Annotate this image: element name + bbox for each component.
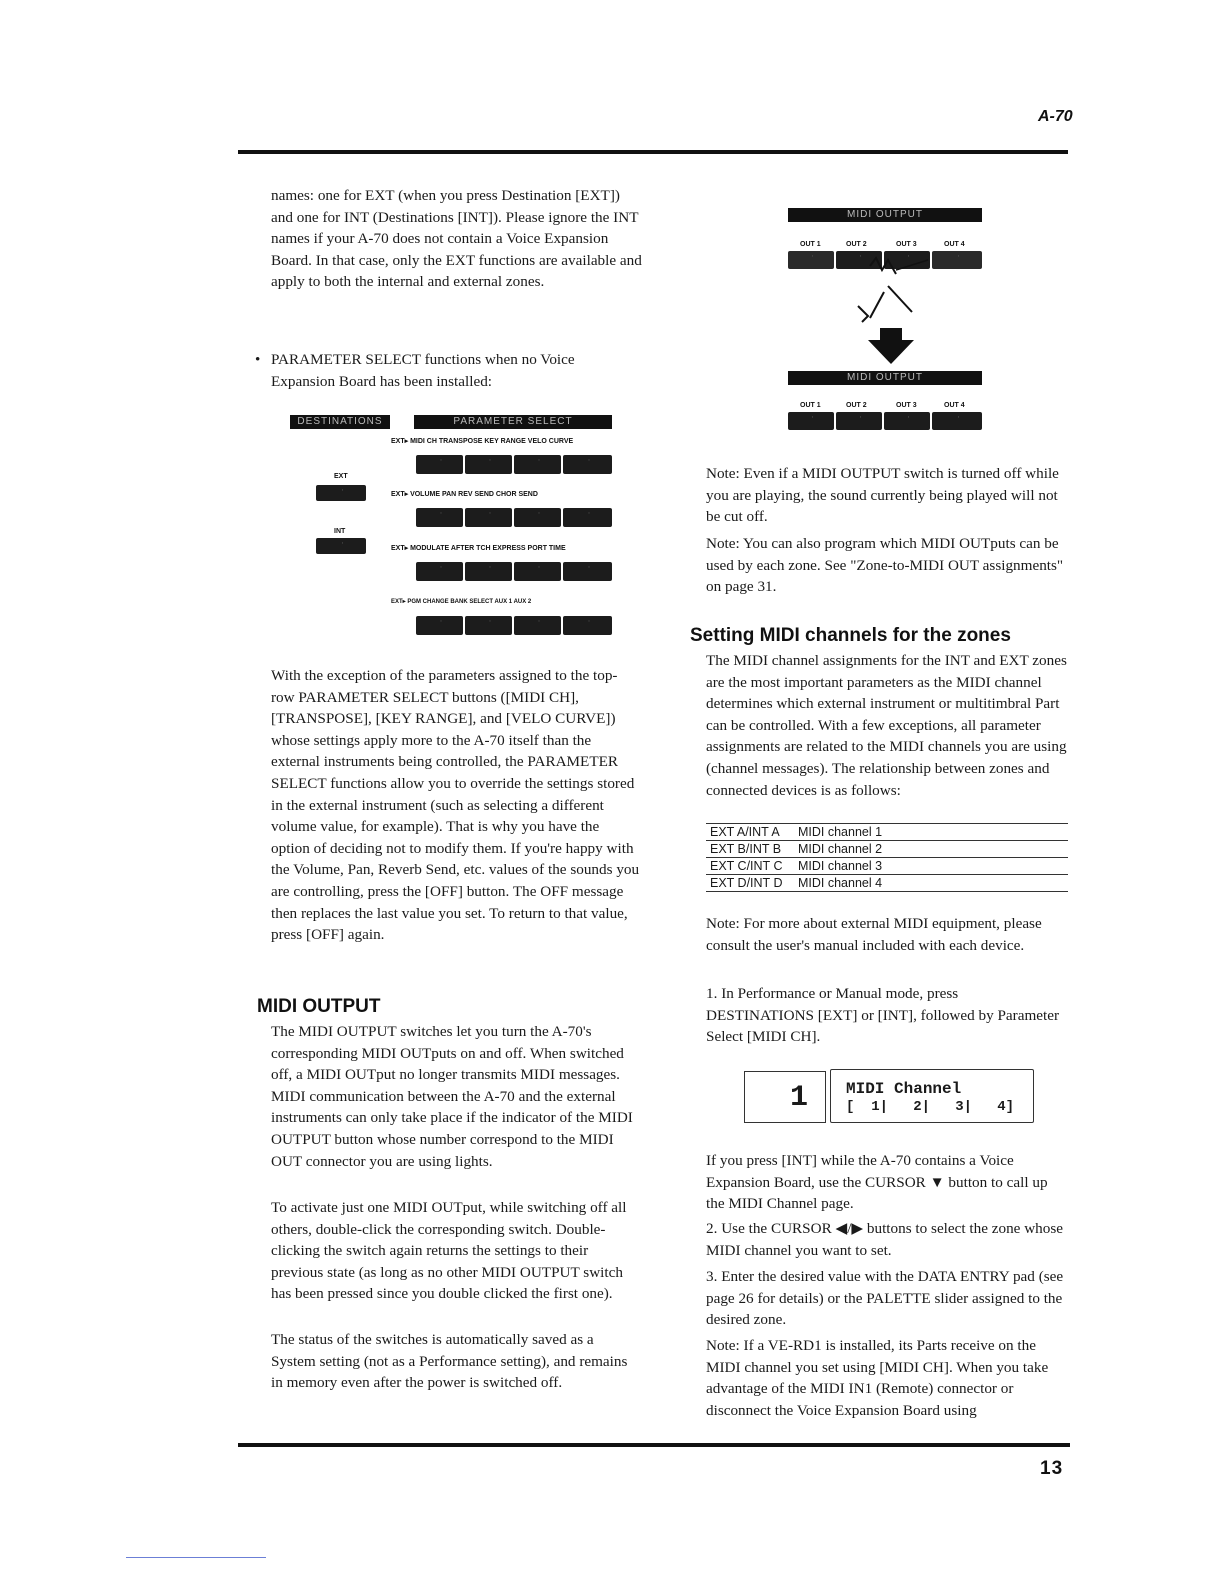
midi-output-title-bottom: MIDI OUTPUT (788, 371, 982, 385)
out1-label-top: OUT 1 (800, 241, 821, 248)
page-number: 13 (1040, 1458, 1064, 1479)
row4-label: EXT▸ PGM CHANGE BANK SELECT AUX 1 AUX 2 (391, 599, 532, 605)
pan-button[interactable] (465, 508, 512, 527)
step-1: 1. In Performance or Manual mode, press DESTINATIONS [EXT] or [INT], followed by Parameter Select [MIDI CH]. (706, 985, 1060, 1046)
key-range-button[interactable] (514, 455, 561, 474)
double-click-paragraph: To activate just one MIDI OUTput, while switching off all others, double-click the corresponding switch. Double-clicking the switch again returns the settings to their previous state (as long as no other MIDI OUTPUT switch has been pressed since you double clicked the first one). (271, 1199, 627, 1303)
intro-paragraph: names: one for EXT (when you press Destination [EXT]) and one for INT (Destinations [INT]). Please ignore the INT names if your A-70 does not contain a Voice Expansion Board. In that case, only the EXT functions are available and apply to both the internal and external zones. (271, 187, 642, 291)
transpose-button[interactable] (465, 455, 512, 474)
parameter-select-title: PARAMETER SELECT (414, 415, 612, 429)
out1-label-bottom: OUT 1 (800, 402, 821, 409)
lcd-line-1: MIDI Channel (846, 1080, 962, 1098)
out2-label-bottom: OUT 2 (846, 402, 867, 409)
note-external-equipment: Note: For more about external MIDI equipment, please consult the user's manual included with each device. (706, 915, 1042, 954)
express-button[interactable] (514, 562, 561, 581)
lcd-display (744, 1069, 1034, 1123)
page-header-model: A-70 (1038, 108, 1073, 125)
note-cut-off: Note: Even if a MIDI OUTPUT switch is turned off while you are playing, the sound currently being played will not be cut off. (706, 465, 1059, 526)
bank-select-button[interactable] (465, 616, 512, 635)
zone-cell: EXT A/INT A (706, 824, 794, 841)
int-cursor-paragraph: If you press [INT] while the A-70 contains a Voice Expansion Board, use the CURSOR ▼ button to call up the MIDI Channel page. (706, 1152, 1048, 1213)
bullet-dot: • (255, 351, 261, 368)
row1-label: EXT▸ MIDI CH TRANSPOSE KEY RANGE VELO CURVE (391, 438, 574, 445)
out3-switch-bottom[interactable] (884, 412, 930, 430)
row3-label: EXT▸ MODULATE AFTER TCH EXPRESS PORT TIME (391, 545, 566, 552)
zone-channel-table (706, 823, 1068, 892)
pgm-change-button[interactable] (416, 616, 463, 635)
velo-curve-button[interactable] (563, 455, 612, 474)
table-row (706, 841, 1068, 858)
volume-button[interactable] (416, 508, 463, 527)
aux2-button[interactable] (563, 616, 612, 635)
out3-label-top: OUT 3 (896, 241, 917, 248)
out4-label-top: OUT 4 (944, 241, 965, 248)
after-tch-button[interactable] (465, 562, 512, 581)
ext-button[interactable] (316, 485, 366, 501)
channel-cell: MIDI channel 3 (794, 858, 1068, 875)
bottom-rule (238, 1443, 1070, 1447)
channel-cell: MIDI channel 4 (794, 875, 1068, 892)
lcd-digit-box (744, 1071, 826, 1123)
table-row (706, 824, 1068, 841)
aux1-button[interactable] (514, 616, 561, 635)
footnote-rule (126, 1557, 266, 1558)
zone-cell: EXT B/INT B (706, 841, 794, 858)
step-2: 2. Use the CURSOR ◀/▶ buttons to select the zone whose MIDI channel you want to set. (706, 1220, 1064, 1259)
midi-output-diagram (788, 208, 984, 438)
destinations-title: DESTINATIONS (290, 415, 390, 429)
lcd-line-2: [ 1| 2| 3| 4] (846, 1099, 1015, 1115)
out2-label-top: OUT 2 (846, 241, 867, 248)
zone-cell: EXT D/INT D (706, 875, 794, 892)
top-rule (238, 150, 1068, 154)
int-button[interactable] (316, 538, 366, 554)
midi-output-heading: MIDI OUTPUT (257, 996, 381, 1017)
rev-send-button[interactable] (514, 508, 561, 527)
midi-ch-button[interactable] (416, 455, 463, 474)
port-time-button[interactable] (563, 562, 612, 581)
setting-midi-channels-heading: Setting MIDI channels for the zones (690, 625, 1011, 646)
out2-switch-bottom[interactable] (836, 412, 882, 430)
step-3: 3. Enter the desired value with the DATA ENTRY pad (see page 26 for details) or the PALETTE slider assigned to the desired zone. (706, 1268, 1064, 1329)
zone-cell: EXT C/INT C (706, 858, 794, 875)
midi-output-paragraph: The MIDI OUTPUT switches let you turn the A-70's corresponding MIDI OUTputs on and off. When switched off, a MIDI OUTput no longer transmits MIDI messages. MIDI communication between the A-70 and the external instruments can only take place if the indicator of the MIDI OUTPUT button whose number correspond to the MIDI OUT connector you are using lights. (271, 1023, 633, 1170)
lcd-digit: 1 (790, 1081, 809, 1115)
out4-switch-bottom[interactable] (932, 412, 982, 430)
midi-channel-paragraph: The MIDI channel assignments for the INT and EXT zones are the most important parameters as the MIDI channel determines which external instrument or multitimbral Part can be controlled. With a few exceptions, all parameter assignments are related to the MIDI channels you are using (channel messages). The relationship between zones and connected devices is as follows: (706, 652, 1067, 799)
table-row (706, 875, 1068, 892)
chor-send-button[interactable] (563, 508, 612, 527)
out4-label-bottom: OUT 4 (944, 402, 965, 409)
bullet-paragraph: PARAMETER SELECT functions when no Voice Expansion Board has been installed: (271, 351, 575, 390)
channel-cell: MIDI channel 1 (794, 824, 1068, 841)
note-zone-to-midi-out: Note: You can also program which MIDI OUTputs can be used by each zone. See "Zone-to-MIDI OUT assignments" on page 31. (706, 535, 1064, 596)
exception-paragraph: With the exception of the parameters assigned to the top-row PARAMETER SELECT buttons ([MIDI CH], [TRANSPOSE], [KEY RANGE], and [VELO CURVE]) whose settings apply more to the A-70 itself than the external instruments being controlled, the PARAMETER SELECT functions allow you to override the settings stored in the external instrument (such as selecting a different volume value, for example). That is why you have the option of deciding not to modify them. If you're happy with the Volume, Pan, Reverb Send, etc. values of the sounds you are controlling, press the [OFF] button. The OFF message then replaces the last value you set. To return to that value, press [OFF] again. (271, 667, 640, 944)
midi-output-title-top: MIDI OUTPUT (788, 208, 982, 222)
ext-label: EXT (334, 473, 348, 480)
note-ve-rd1: Note: If a VE-RD1 is installed, its Parts receive on the MIDI channel you set using [MIDI CH]. When you take advantage of the MIDI IN1 (Remote) connector or disconnect the Voice Expansion Board using (706, 1337, 1049, 1419)
out3-label-bottom: OUT 3 (896, 402, 917, 409)
status-paragraph: The status of the switches is automatically saved as a System setting (not as a Performance setting), and remains in memory even after the power is switched off. (271, 1331, 628, 1392)
modulate-button[interactable] (416, 562, 463, 581)
out1-switch-bottom[interactable] (788, 412, 834, 430)
channel-cell: MIDI channel 2 (794, 841, 1068, 858)
row2-label: EXT▸ VOLUME PAN REV SEND CHOR SEND (391, 491, 538, 498)
double-click-arrow-icon (818, 256, 948, 376)
table-row (706, 858, 1068, 875)
parameter-select-diagram (290, 415, 620, 640)
int-label: INT (334, 528, 346, 535)
